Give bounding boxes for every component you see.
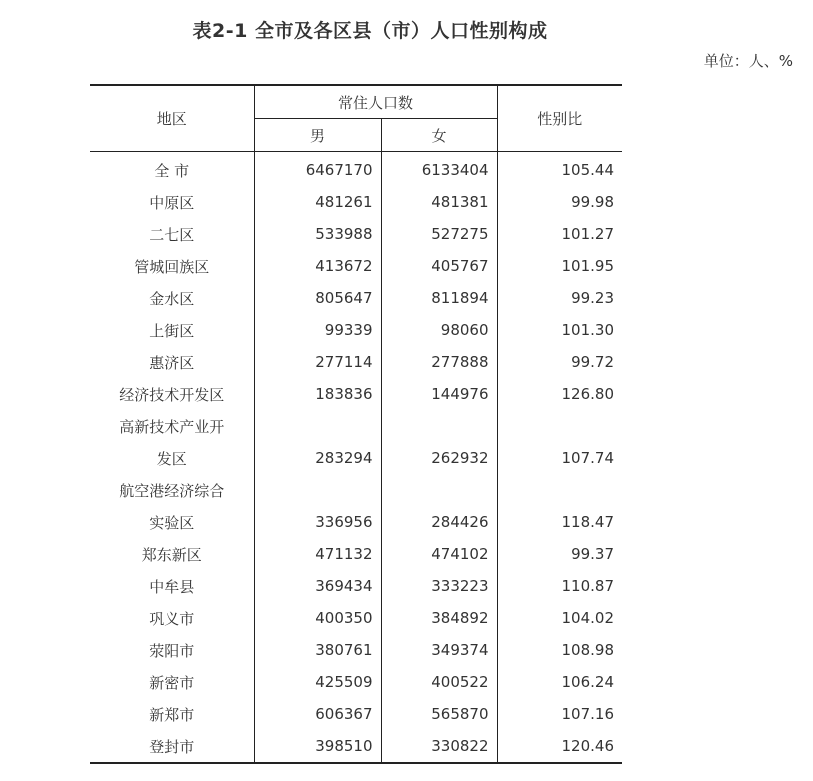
female-cell: 349374 bbox=[381, 634, 497, 666]
male-cell: 413672 bbox=[254, 250, 381, 282]
table-row bbox=[90, 730, 622, 763]
female-cell: 527275 bbox=[381, 218, 497, 250]
female-cell: 277888 bbox=[381, 346, 497, 378]
region-cell: 管城回族区 bbox=[90, 250, 254, 282]
population-sex-table bbox=[90, 84, 622, 764]
region-cell: 新密市 bbox=[90, 666, 254, 698]
header-male: 男 bbox=[254, 119, 381, 152]
table-row bbox=[90, 250, 622, 282]
region-cell: 登封市 bbox=[90, 730, 254, 763]
female-cell: 284426 bbox=[381, 506, 497, 538]
female-cell: 144976 bbox=[381, 378, 497, 410]
male-cell: 6467170 bbox=[254, 152, 381, 187]
region-cell: 上街区 bbox=[90, 314, 254, 346]
female-cell: 811894 bbox=[381, 282, 497, 314]
male-cell bbox=[254, 410, 381, 442]
table-row bbox=[90, 346, 622, 378]
female-cell: 98060 bbox=[381, 314, 497, 346]
region-cell: 郑东新区 bbox=[90, 538, 254, 570]
ratio-cell: 107.74 bbox=[561, 449, 615, 467]
header-region: 地区 bbox=[90, 85, 254, 152]
ratio-cell: 99.37 bbox=[571, 545, 615, 563]
table-row bbox=[90, 474, 622, 506]
table-row bbox=[90, 506, 622, 538]
region-cell: 发区 bbox=[90, 442, 254, 474]
region-cell: 新郑市 bbox=[90, 698, 254, 730]
male-cell: 369434 bbox=[254, 570, 381, 602]
table-row bbox=[90, 152, 622, 187]
male-cell: 277114 bbox=[254, 346, 381, 378]
region-cell: 航空港经济综合 bbox=[90, 474, 254, 506]
ratio-cell: 99.72 bbox=[571, 353, 615, 371]
male-cell: 606367 bbox=[254, 698, 381, 730]
ratio-cell: 108.98 bbox=[561, 641, 615, 659]
table-row bbox=[90, 186, 622, 218]
region-cell: 实验区 bbox=[90, 506, 254, 538]
ratio-cell: 120.46 bbox=[497, 730, 622, 763]
table-row bbox=[90, 538, 622, 570]
table-row bbox=[90, 282, 622, 314]
male-cell: 805647 bbox=[254, 282, 381, 314]
unit-label: 单位：人、% bbox=[703, 52, 793, 70]
ratio-cell: 101.27 bbox=[561, 225, 615, 243]
ratio-cell: 110.87 bbox=[561, 577, 615, 595]
female-cell: 474102 bbox=[381, 538, 497, 570]
region-cell: 惠济区 bbox=[90, 346, 254, 378]
table-row bbox=[90, 314, 622, 346]
ratio-cell: 126.80 bbox=[561, 385, 615, 403]
region-cell: 全 市 bbox=[90, 152, 254, 187]
table-row bbox=[90, 570, 622, 602]
region-cell: 高新技术产业开 bbox=[90, 410, 254, 442]
table-body bbox=[90, 152, 622, 764]
female-cell: 565870 bbox=[381, 698, 497, 730]
male-cell: 99339 bbox=[254, 314, 381, 346]
male-cell: 481261 bbox=[254, 186, 381, 218]
female-cell: 384892 bbox=[381, 602, 497, 634]
table-row bbox=[90, 698, 622, 730]
ratio-cell: 101.30 bbox=[561, 321, 615, 339]
male-cell bbox=[254, 474, 381, 506]
female-cell: 262932 bbox=[381, 442, 497, 474]
female-cell: 6133404 bbox=[381, 152, 497, 187]
male-cell: 380761 bbox=[254, 634, 381, 666]
region-cell: 中牟县 bbox=[90, 570, 254, 602]
ratio-cell: 106.24 bbox=[561, 673, 615, 691]
region-cell: 中原区 bbox=[90, 186, 254, 218]
male-cell: 533988 bbox=[254, 218, 381, 250]
header-ratio: 性别比 bbox=[497, 85, 622, 152]
female-cell: 333223 bbox=[381, 570, 497, 602]
table-row bbox=[90, 218, 622, 250]
table-row bbox=[90, 410, 622, 442]
female-cell bbox=[381, 474, 497, 506]
ratio-cell: 99.23 bbox=[571, 289, 615, 307]
ratio-cell: 118.47 bbox=[561, 513, 615, 531]
region-cell: 荥阳市 bbox=[90, 634, 254, 666]
male-cell: 471132 bbox=[254, 538, 381, 570]
female-cell: 405767 bbox=[381, 250, 497, 282]
ratio-cell bbox=[497, 410, 622, 442]
female-cell: 330822 bbox=[381, 730, 497, 763]
male-cell: 425509 bbox=[254, 666, 381, 698]
male-cell: 398510 bbox=[254, 730, 381, 763]
table-row bbox=[90, 602, 622, 634]
table-row bbox=[90, 378, 622, 410]
region-cell: 经济技术开发区 bbox=[90, 378, 254, 410]
male-cell: 400350 bbox=[254, 602, 381, 634]
header-female: 女 bbox=[381, 119, 497, 152]
ratio-cell: 107.16 bbox=[561, 705, 615, 723]
ratio-cell bbox=[497, 474, 622, 506]
table-row bbox=[90, 634, 622, 666]
male-cell: 283294 bbox=[254, 442, 381, 474]
ratio-cell: 105.44 bbox=[561, 161, 615, 179]
male-cell: 336956 bbox=[254, 506, 381, 538]
ratio-cell: 101.95 bbox=[561, 257, 615, 275]
region-cell: 金水区 bbox=[90, 282, 254, 314]
page-title: 表2-1 全市及各区县（市）人口性别构成 bbox=[192, 20, 548, 42]
female-cell: 481381 bbox=[381, 186, 497, 218]
ratio-cell: 104.02 bbox=[561, 609, 615, 627]
header-population: 常住人口数 bbox=[254, 85, 497, 119]
table-row bbox=[90, 666, 622, 698]
region-cell: 巩义市 bbox=[90, 602, 254, 634]
female-cell: 400522 bbox=[381, 666, 497, 698]
female-cell bbox=[381, 410, 497, 442]
ratio-cell: 99.98 bbox=[571, 193, 615, 211]
region-cell: 二七区 bbox=[90, 218, 254, 250]
male-cell: 183836 bbox=[254, 378, 381, 410]
table-row bbox=[90, 442, 622, 474]
